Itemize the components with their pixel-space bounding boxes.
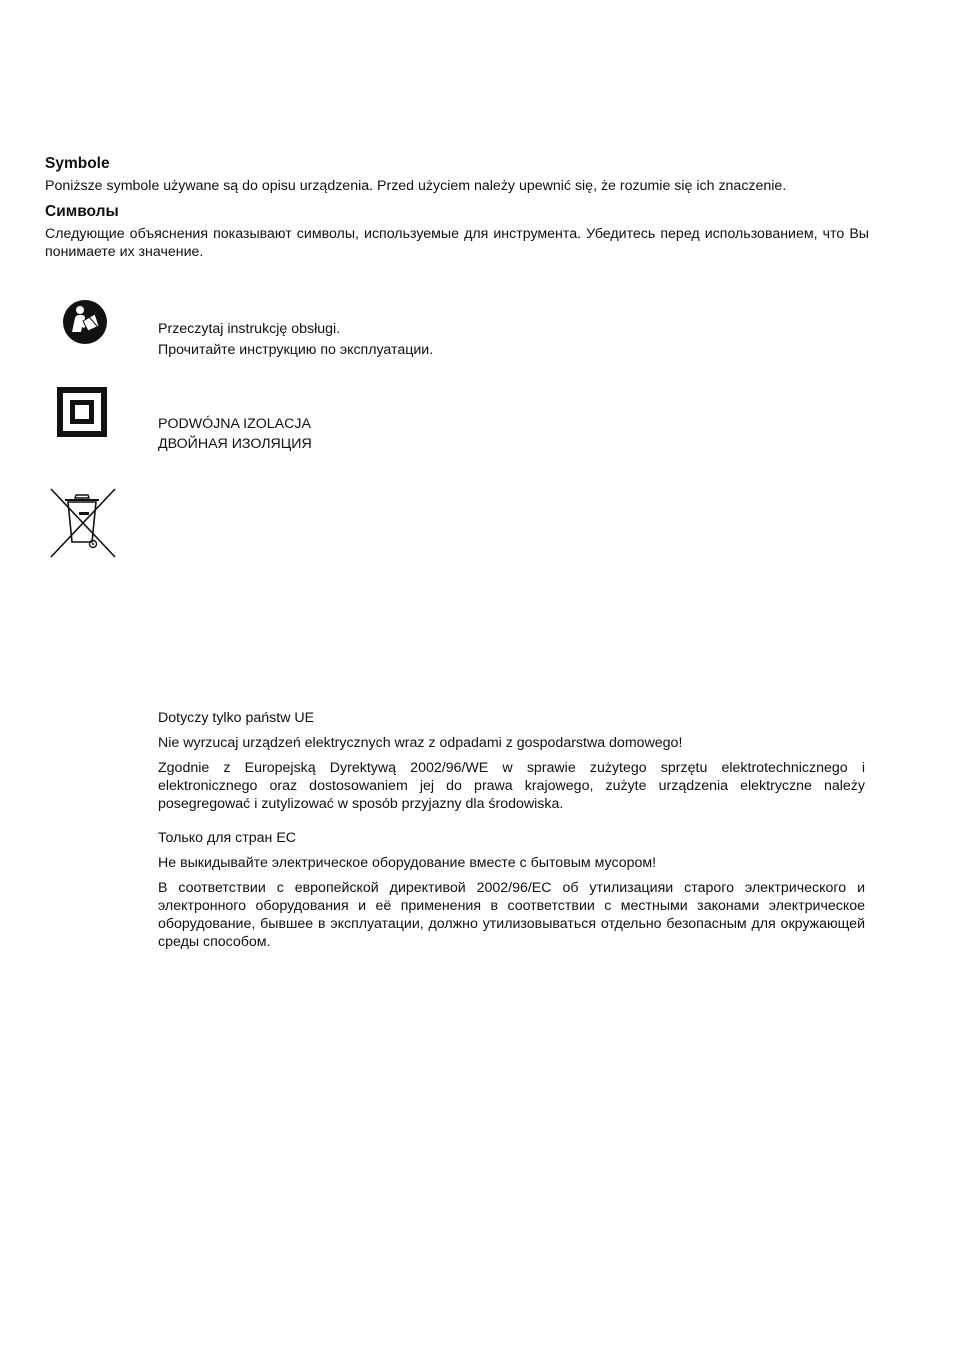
read-manual-text-pl: Przeczytaj instrukcję obsługi. [158,321,341,337]
weee-scope-ru: Только для стран ЕС [158,830,297,846]
weee-directive-pl: Zgodnie z Europejską Dyrektywą 2002/96/WE w sprawie zużytego sprzętu elektrotechnicznego i elektronicznego oraz dostosowaniem jej do prawa krajowego, zużyte urządzenia elektryczne należy posegregować i zutylizować w sposób przyjazny dla środowiska. [158,760,865,812]
weee-scope-pl: Dotyczy tylko państw UE [158,710,315,726]
double-insulation-text-pl: PODWÓJNA IZOLACJA [158,416,311,432]
weee-warning-pl: Nie wyrzucaj urządzeń elektrycznych wraz z odpadami z gospodarstwa domowego! [158,735,683,751]
heading-symbols-pl: Symbole [45,155,110,172]
intro-text-pl: Poniższe symbole używane są do opisu urządzenia. Przed użyciem należy upewnić się, że rozumie się ich znaczenie. [45,178,787,194]
intro-text-ru: Следующие объяснения показывают символы, используемые для инструмента. Убедитесь перед использованием, что Вы понимаете их значение. [45,226,869,260]
weee-directive-ru: В соответствии с европейской директивой 2002/96/ЕС об утилизацияи старого электрического и электронного оборудования и её применения в соответствии с местными законами электрическое оборудование, бывшее в эксплуатации, должно утилизовываться отдельно безопасным для окружающей среды способом. [158,880,865,950]
double-insulation-text-ru: ДВОЙНАЯ ИЗОЛЯЦИЯ [158,436,312,452]
read-manual-text-ru: Прочитайте инструкцию по эксплуатации. [158,342,434,358]
heading-symbols-ru: Символы [45,203,119,220]
crossed-out-bin-icon [49,487,117,559]
weee-warning-ru: Не выкидывайте электрическое оборудование вместе с бытовым мусором! [158,855,657,871]
double-insulation-icon [57,387,107,437]
read-manual-icon [62,299,108,345]
